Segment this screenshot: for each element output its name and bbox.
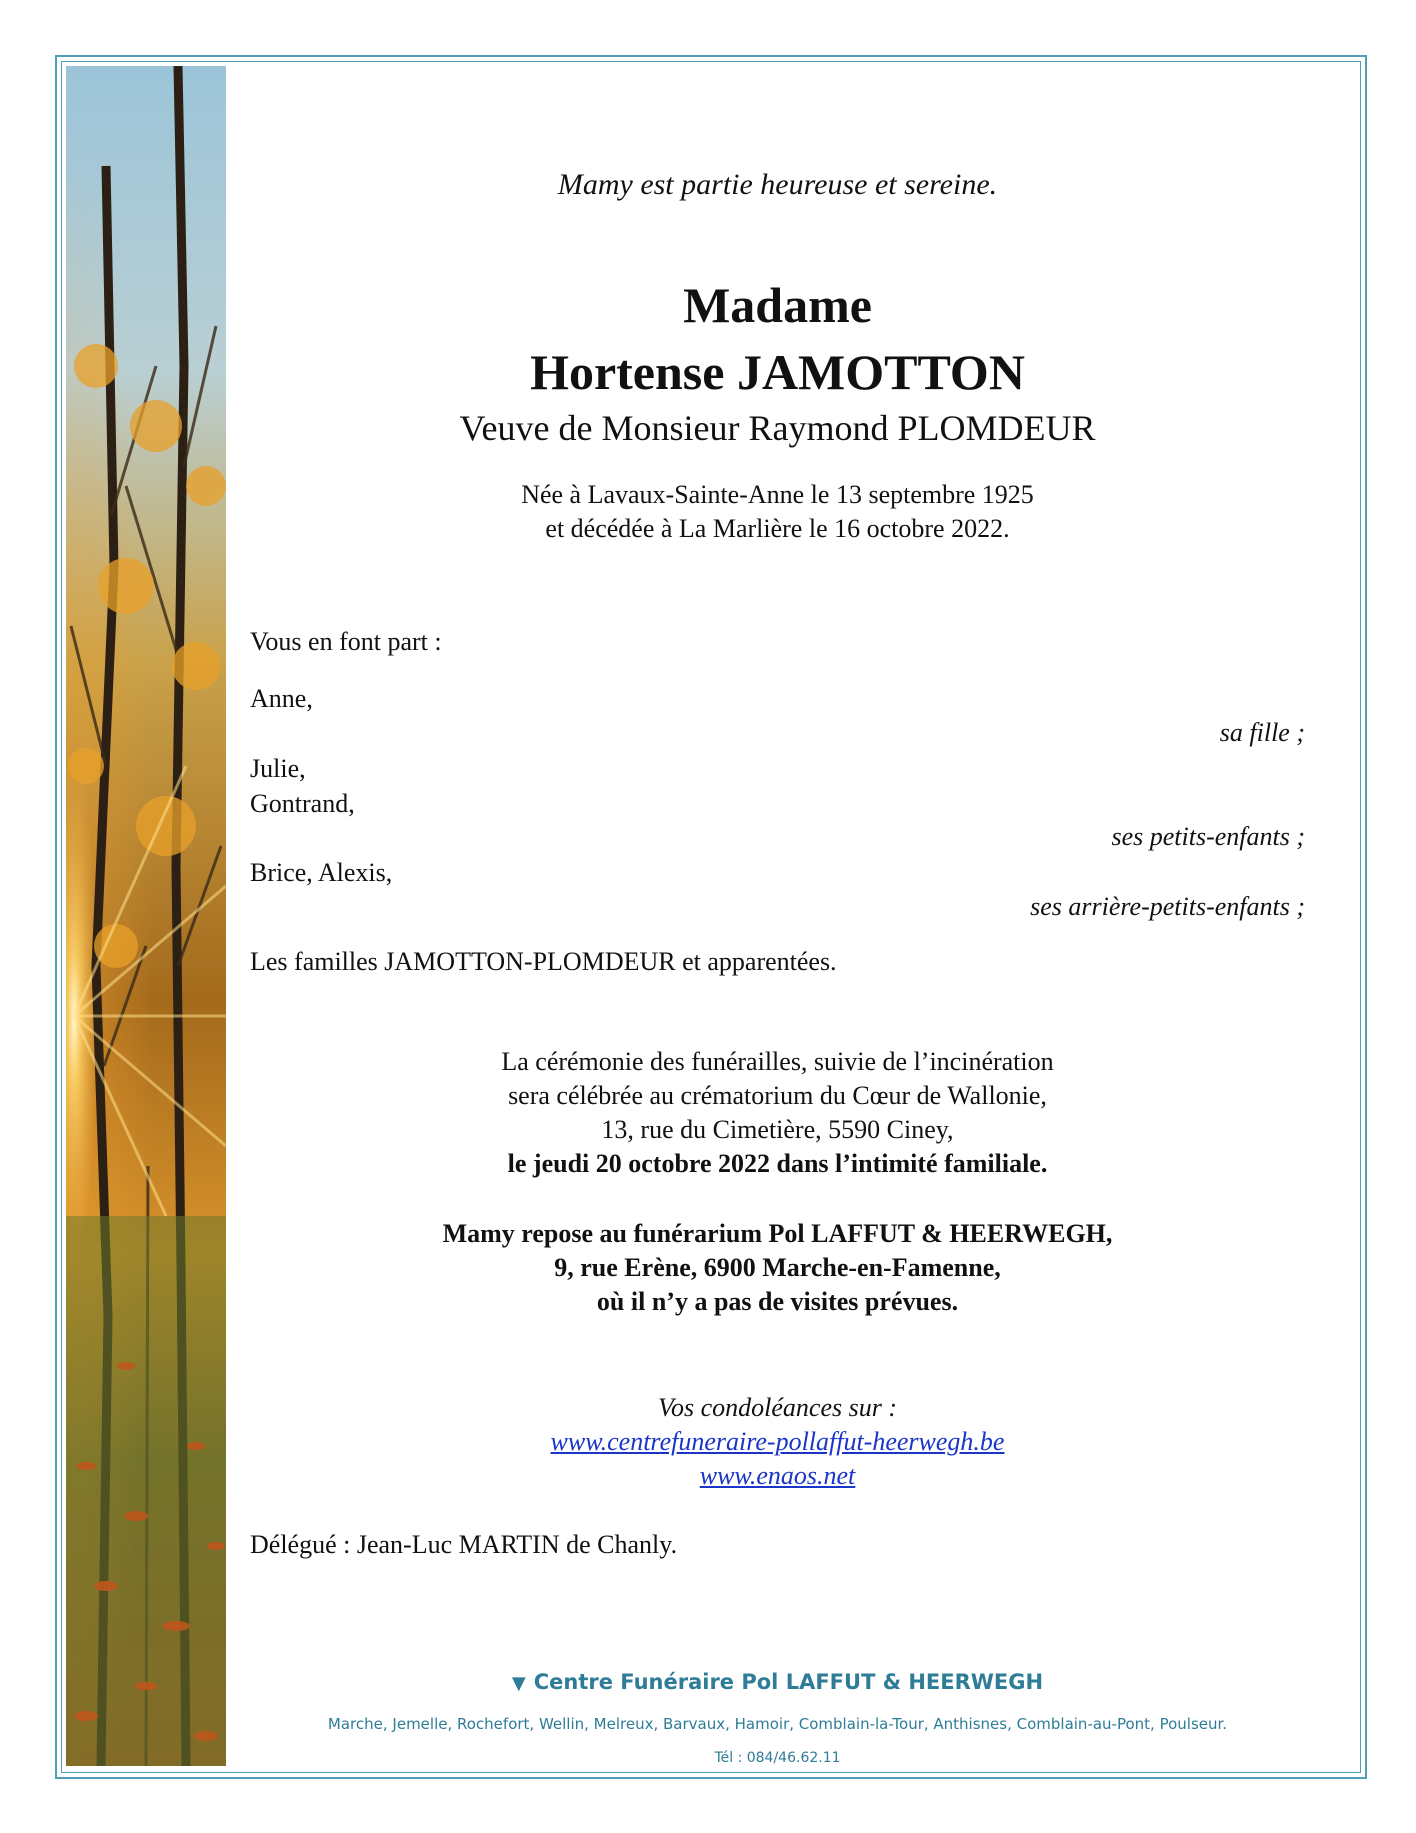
ceremony-line-3: 13, rue du Cimetière, 5590 Ciney, <box>601 1115 954 1144</box>
ceremony-date: le jeudi 20 octobre 2022 dans l’intimité familiale. <box>507 1149 1048 1178</box>
autumn-forest-photo <box>66 66 226 1766</box>
great-grandchildren-label: ses arrière-petits-enfants ; <box>1030 892 1305 921</box>
condolences-label: Vos condoléances sur : <box>657 1393 897 1422</box>
funeral-home-label: Centre Funéraire Pol LAFFUT & HEERWEGH <box>533 1670 1044 1694</box>
ceremony-line-1: La cérémonie des funérailles, suivie de l’incinération <box>501 1047 1054 1076</box>
family-grandchild-2: Gontrand, <box>250 789 355 818</box>
delegate-line: Délégué : Jean-Luc MARTIN de Chanly. <box>250 1530 678 1559</box>
funeral-home-towns: Marche, Jemelle, Rochefort, Wellin, Melreux, Barvaux, Hamoir, Comblain-la-Tour, Anthisnes, Comblain-au-Pont, Poulseur. <box>327 1715 1228 1733</box>
family-great-grandchildren: Brice, Alexis, <box>250 858 393 887</box>
rest-line-3: où il n’y a pas de visites prévues. <box>596 1287 959 1316</box>
funeral-home-name <box>250 1670 1305 1694</box>
family-grandchild-1: Julie, <box>250 754 306 783</box>
deceased-name: Hortense JAMOTTON <box>530 344 1025 400</box>
death-info: et décédée à La Marlière le 16 octobre 2022. <box>545 514 1010 543</box>
widow-of: Veuve de Monsieur Raymond PLOMDEUR <box>459 408 1096 448</box>
condolences-link-pollaffut[interactable]: www.centrefuneraire-pollaffut-heerwegh.be <box>550 1427 1005 1456</box>
rest-line-1: Mamy repose au funérarium Pol LAFFUT & HEERWEGH, <box>442 1219 1113 1248</box>
birth-info: Née à Lavaux-Sainte-Anne le 13 septembre 1925 <box>521 480 1034 509</box>
condolences-link-enaos[interactable]: www.enaos.net <box>699 1461 856 1490</box>
title-madame: Madame <box>683 277 872 333</box>
motto: Mamy est partie heureuse et sereine. <box>557 168 998 201</box>
ceremony-line-2: sera célébrée au crématorium du Cœur de Wallonie, <box>508 1081 1047 1110</box>
funeral-home-phone: Tél : 084/46.62.11 <box>714 1750 841 1766</box>
announce-label: Vous en font part : <box>250 627 442 656</box>
grandchildren-label: ses petits-enfants ; <box>1111 822 1305 851</box>
family-daughter: Anne, <box>250 684 313 713</box>
families-line: Les familles JAMOTTON-PLOMDEUR et apparentées. <box>250 947 837 976</box>
rest-line-2: 9, rue Erène, 6900 Marche-en-Famenne, <box>554 1253 1001 1282</box>
daughter-label: sa fille ; <box>1219 718 1305 747</box>
down-triangle-icon: ▼ <box>511 1673 526 1694</box>
